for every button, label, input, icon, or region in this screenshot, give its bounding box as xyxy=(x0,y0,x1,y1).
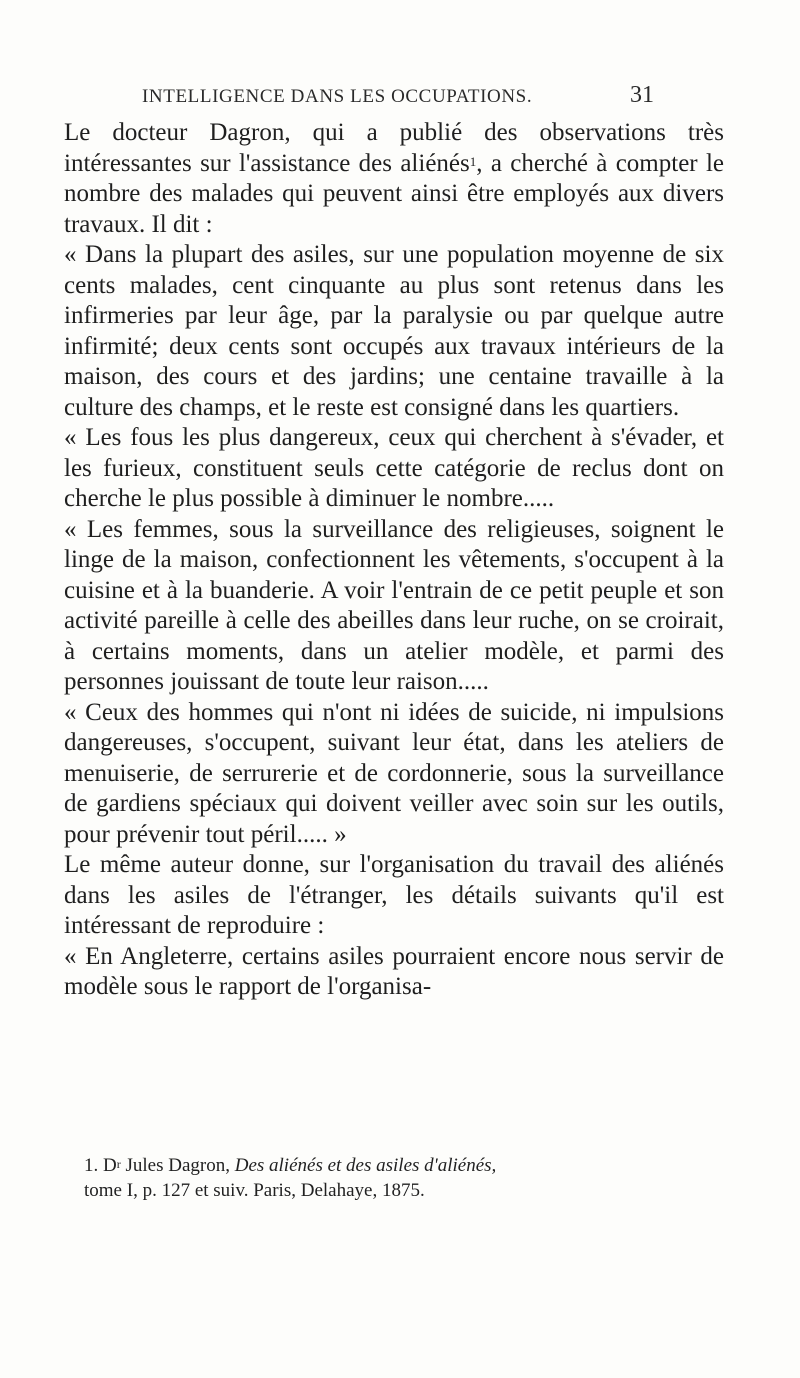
paragraph-1-text-b: , a cherché à compter le nombre des malades qui peuvent ainsi être employés aux divers travaux. Il dit : xyxy=(64,149,724,238)
paragraph-6: Le même auteur donne, sur l'organisation du travail des aliénés dans les asiles de l'étranger, les détails suivants qu'il est intéressant de reproduire : xyxy=(64,851,724,939)
page-number: 31 xyxy=(630,82,654,108)
footnote xyxy=(84,1153,744,1203)
paragraph-1 xyxy=(64,118,724,240)
footnote-line-1 xyxy=(84,1153,744,1178)
paragraph-7: « En Angleterre, certains asiles pourraient encore nous servir de modèle sous le rapport de l'organisa- xyxy=(64,942,724,1000)
footnote-author-sup: r xyxy=(116,1157,121,1171)
paragraph-3: « Les fous les plus dangereux, ceux qui cherchent à s'évader, et les furieux, constituent seuls cette catégorie de reclus dont on cherche le plus possible à diminuer le nombre..... xyxy=(64,424,724,512)
paragraph-5: « Ceux des hommes qui n'ont ni idées de suicide, ni impulsions dangereuses, s'occupent, suivant leur état, dans les ateliers de menuiserie, de serrurerie et de cordonnerie, sous la surveillance de gardiens spéciaux qui doivent veiller avec soin sur les outils, pour prévenir tout péril..... » xyxy=(64,698,724,848)
footnote-reference: 1 xyxy=(469,153,477,169)
footnote-number: 1. xyxy=(84,1155,99,1176)
footnote-author-prefix: D xyxy=(103,1155,117,1176)
paragraph-1-text-a: Le docteur Dagron, qui a publié des observations très intéressantes sur l'assistance des aliénés xyxy=(64,119,724,177)
footnote-title: Des aliénés et des asiles d'aliénés, xyxy=(234,1155,497,1176)
footnote-author-name: Jules Dagron, xyxy=(125,1155,230,1176)
paragraph-2: « Dans la plupart des asiles, sur une population moyenne de six cents malades, cent cinquante au plus sont retenus dans les infirmeries par leur âge, par la paralysie ou par quelque autre infirmité; deux cents sont occupés aux travaux intérieurs de la maison, des cours et des jardins; une centaine travaille à la culture des champs, et le reste est consigné dans les quartiers. xyxy=(64,241,724,421)
running-head xyxy=(142,82,662,116)
footnote-line-2: tome I, p. 127 et suiv. Paris, Delahaye, 1875. xyxy=(84,1180,425,1201)
body-text xyxy=(64,118,724,1003)
running-title: INTELLIGENCE DANS LES OCCUPATIONS. xyxy=(142,86,533,107)
paragraph-4: « Les femmes, sous la surveillance des religieuses, soignent le linge de la maison, confectionnent les vêtements, s'occupent à la cuisine et à la buanderie. A voir l'entrain de ce petit peuple et son activité pareille à celle des abeilles dans leur ruche, on se croirait, à certains moments, dans un atelier modèle, et parmi des personnes jouissant de toute leur raison..... xyxy=(64,515,724,695)
